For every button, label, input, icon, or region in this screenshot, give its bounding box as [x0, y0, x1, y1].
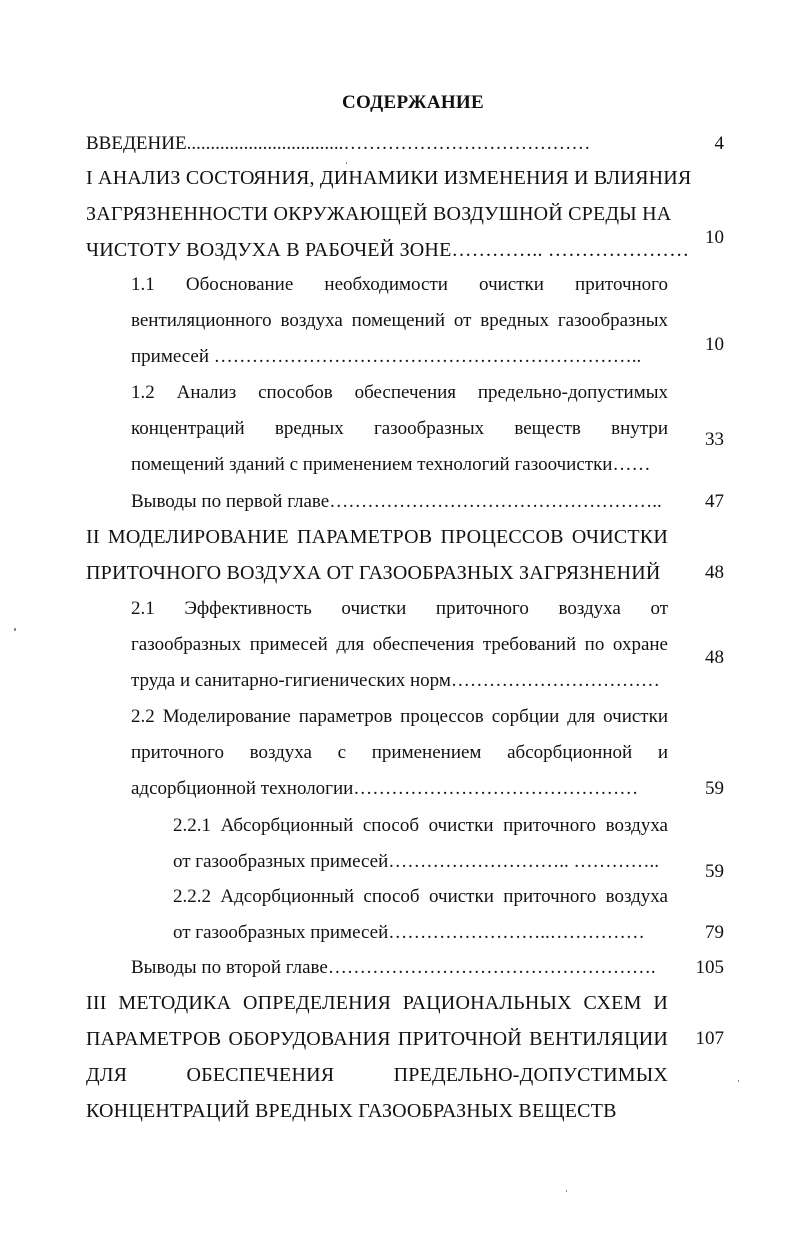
- scan-speck: [14, 628, 16, 631]
- toc-entry-introduction: ВВЕДЕНИЕ.................................…………………………………: [86, 133, 591, 154]
- toc-section-2-1-line-3: труда и санитарно-гигиенических норм……………………………: [131, 670, 660, 691]
- toc-section-1-1-line-2: вентиляционного воздуха помещений от вредных газообразных: [131, 310, 668, 331]
- toc-subsection-2-2-1-line-2: от газообразных примесей……………………….. …………..: [173, 851, 659, 872]
- toc-page-number: 33: [705, 429, 724, 450]
- toc-page-number: 48: [705, 647, 724, 668]
- scan-speck: [566, 1190, 567, 1192]
- toc-page-number: 48: [705, 562, 724, 583]
- toc-page-number: 47: [705, 491, 724, 512]
- toc-section-2-1-line-1: 2.1 Эффективность очистки приточного воздуха от: [131, 598, 668, 619]
- toc-section-1-2-line-2: концентраций вредных газообразных веществ внутри: [131, 418, 668, 439]
- toc-section-2-2-line-3: адсорбционной технологии………………………………………: [131, 778, 639, 799]
- toc-chapter-1-line-3: ЧИСТОТУ ВОЗДУХА В РАБОЧЕЙ ЗОНЕ………….. …………………: [86, 239, 690, 261]
- toc-section-1-1-line-3: примесей …………………………………………………………..: [131, 346, 642, 367]
- toc-subsection-2-2-1-line-1: 2.2.1 Абсорбционный способ очистки приточного воздуха: [173, 815, 668, 836]
- toc-section-1-1-line-1: 1.1 Обоснование необходимости очистки приточного: [131, 274, 668, 295]
- toc-chapter-3-line-3: ДЛЯ ОБЕСПЕЧЕНИЯ ПРЕДЕЛЬНО-ДОПУСТИМЫХ: [86, 1064, 668, 1086]
- toc-page-number: 59: [705, 861, 724, 882]
- toc-chapter-3-line-1: III МЕТОДИКА ОПРЕДЕЛЕНИЯ РАЦИОНАЛЬНЫХ СХЕМ И: [86, 992, 668, 1014]
- toc-chapter-3-line-2: ПАРАМЕТРОВ ОБОРУДОВАНИЯ ПРИТОЧНОЙ ВЕНТИЛЯЦИИ: [86, 1028, 668, 1050]
- toc-section-2-2-line-1: 2.2 Моделирование параметров процессов сорбции для очистки: [131, 706, 668, 727]
- toc-page-number: 105: [695, 957, 724, 978]
- toc-chapter-2-line-2: ПРИТОЧНОГО ВОЗДУХА ОТ ГАЗООБРАЗНЫХ ЗАГРЯЗНЕНИЙ: [86, 562, 661, 584]
- toc-subsection-2-2-2-line-2: от газообразных примесей……………………..……………: [173, 922, 645, 943]
- toc-section-2-1-line-2: газообразных примесей для обеспечения требований по охране: [131, 634, 668, 655]
- toc-chapter-1-line-2: ЗАГРЯЗНЕННОСТИ ОКРУЖАЮЩЕЙ ВОЗДУШНОЙ СРЕДЫ НА: [86, 203, 672, 225]
- page-title: СОДЕРЖАНИЕ: [342, 92, 484, 113]
- toc-chapter-1-line-1: I АНАЛИЗ СОСТОЯНИЯ, ДИНАМИКИ ИЗМЕНЕНИЯ И ВЛИЯНИЯ: [86, 167, 692, 189]
- toc-section-1-2-line-3: помещений зданий с применением технологий газоочистки……: [131, 454, 651, 475]
- toc-subsection-2-2-2-line-1: 2.2.2 Адсорбционный способ очистки приточного воздуха: [173, 886, 668, 907]
- toc-section-1-2-line-1: 1.2 Анализ способов обеспечения предельно-допустимых: [131, 382, 668, 403]
- scan-speck: [346, 162, 347, 164]
- toc-page-number: 79: [705, 922, 724, 943]
- toc-chapter-2-line-1: II МОДЕЛИРОВАНИЕ ПАРАМЕТРОВ ПРОЦЕССОВ ОЧИСТКИ: [86, 526, 668, 548]
- toc-page-number: 10: [705, 227, 724, 248]
- toc-conclusions-chapter-1: Выводы по первой главе……………………………………………..: [131, 491, 662, 512]
- toc-chapter-3-line-4: КОНЦЕНТРАЦИЙ ВРЕДНЫХ ГАЗООБРАЗНЫХ ВЕЩЕСТВ: [86, 1100, 617, 1122]
- toc-conclusions-chapter-2: Выводы по второй главе…………………………………………….: [131, 957, 656, 978]
- toc-page-number: 59: [705, 778, 724, 799]
- scan-speck: [738, 1080, 739, 1082]
- toc-page-number: 107: [695, 1028, 724, 1049]
- toc-page-number: 10: [705, 334, 724, 355]
- toc-section-2-2-line-2: приточного воздуха с применением абсорбционной и: [131, 742, 668, 763]
- toc-page-number: 4: [714, 133, 724, 154]
